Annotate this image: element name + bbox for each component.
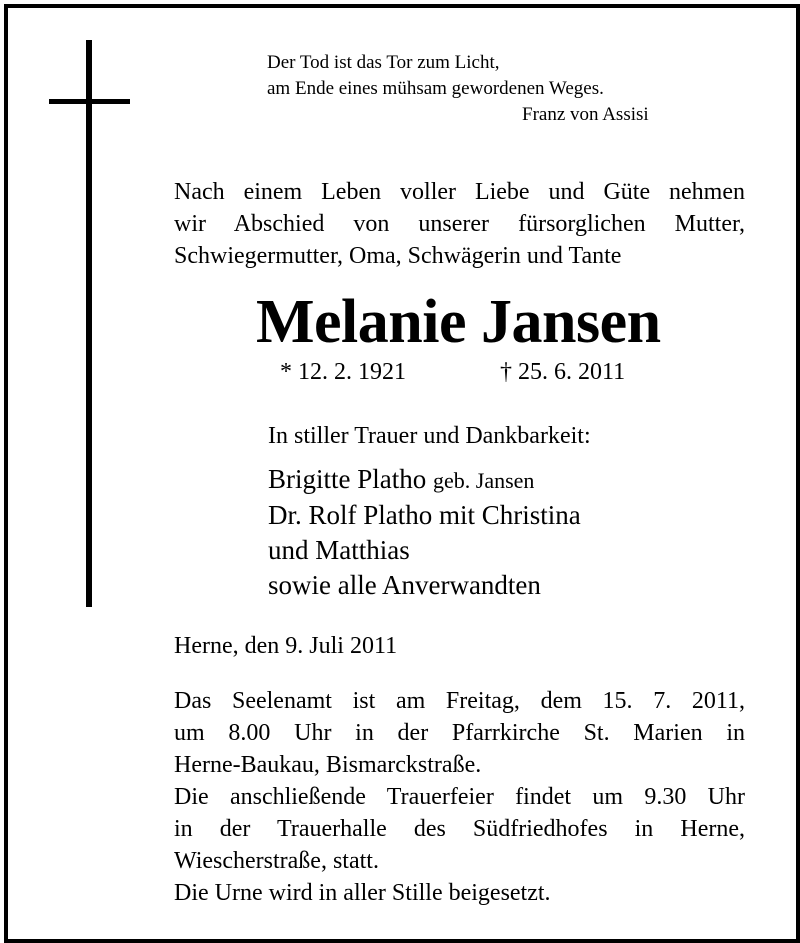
mourner-name-1: Brigitte Platho (268, 464, 427, 494)
mourner-maiden-name: geb. Jansen (433, 468, 535, 493)
details-line-5: in der Trauerhalle des Südfriedhofes in Herne, (174, 816, 745, 842)
birth-date: * 12. 2. 1921 (280, 359, 406, 385)
intro-line-2: wir Abschied von unserer fürsorglichen Mutter, (174, 211, 745, 237)
motto-line-2: am Ende eines mühsam gewordenen Weges. (267, 78, 604, 99)
mourner-line-1 (268, 462, 581, 498)
mourner-line-3: und Matthias (268, 535, 410, 565)
motto-quote (267, 50, 649, 128)
cross-vertical-bar (86, 40, 92, 607)
details-line-2: um 8.00 Uhr in der Pfarrkirche St. Marien in (174, 720, 745, 746)
intro-line-3: Schwiegermutter, Oma, Schwägerin und Tante (174, 243, 622, 269)
details-line-1: Das Seelenamt ist am Freitag, dem 15. 7. 2011, (174, 688, 745, 714)
details-line-7: Die Urne wird in aller Stille beigesetzt. (174, 880, 551, 906)
details-line-3: Herne-Baukau, Bismarckstraße. (174, 752, 482, 778)
intro-text (174, 176, 745, 272)
cross-horizontal-bar (49, 99, 130, 104)
intro-line-1: Nach einem Leben voller Liebe und Güte nehmen (174, 179, 745, 205)
motto-line-1: Der Tod ist das Tor zum Licht, (267, 52, 500, 73)
death-date: † 25. 6. 2011 (500, 359, 626, 385)
details-line-6: Wiescherstraße, statt. (174, 848, 379, 874)
mourners-heading: In stiller Trauer und Dankbarkeit: (268, 423, 591, 449)
mourner-line-2: Dr. Rolf Platho mit Christina (268, 500, 581, 530)
mourner-line-4: sowie alle Anverwandten (268, 570, 541, 600)
deceased-name: Melanie Jansen (256, 288, 661, 356)
mourners-list (268, 462, 581, 603)
place-date: Herne, den 9. Juli 2011 (174, 633, 398, 659)
details-line-4: Die anschließende Trauerfeier findet um 9.30 Uhr (174, 784, 745, 810)
service-details (174, 685, 745, 909)
motto-author: Franz von Assisi (522, 104, 649, 125)
